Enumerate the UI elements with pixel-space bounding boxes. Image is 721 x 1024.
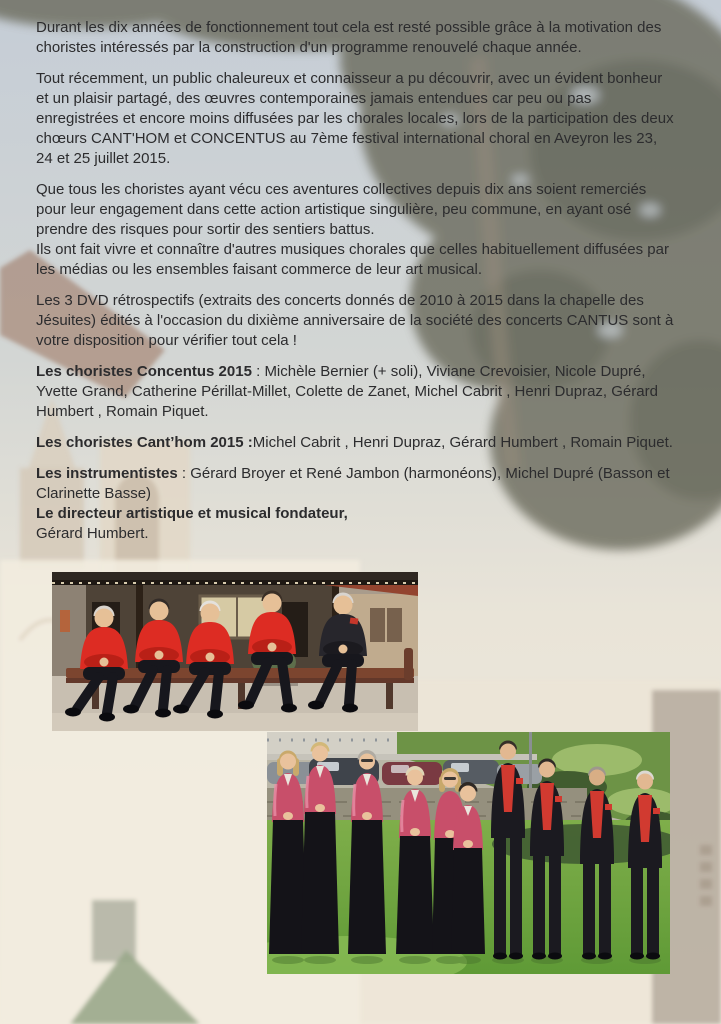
- paragraph-intro: Durant les dix années de fonctionnement tout cela est resté possible grâce à la motivation des choristes intéressés par la construction d'un programme renouvelé chaque année.: [36, 19, 662, 56]
- director-label: Le directeur artistique et musical fondateur,: [36, 505, 348, 522]
- text-column: [36, 18, 676, 555]
- roster-instrumentistes-names: Gérard Broyer et René Jambon (harmonéons), Michel Dupré (Basson et Clarinette Basse): [36, 465, 670, 502]
- roster-concentus-names: Michèle Bernier (+ soli), Viviane Crevoisier, Nicole Dupré, Yvette Grand, Catherine Périllat-Millet, Colette de Zanet, Michel Cabrit , Henri Dupraz, Gérard Humbert , Romain Piquet.: [36, 363, 658, 420]
- paragraph-remerciements-line1: Que tous les choristes ayant vécu ces aventures collectives depuis dix ans soient remerciés pour leur engagement dans cette action artistique singulière, peu commune, en ayant osé prendre des risques pour sortir des sentiers battus.: [36, 181, 647, 238]
- roster-instrumentistes-separator: :: [177, 465, 191, 482]
- roster-concentus: [36, 362, 676, 422]
- roster-concentus-label: Les choristes Concentus 2015: [36, 363, 252, 380]
- paragraph-dvd: Les 3 DVD rétrospectifs (extraits des concerts donnés de 2010 à 2015 dans la chapelle des Jésuites) édités à l'occasion du dixième anniversaire de la société des concerts CANTUS sont à votre disposition pour vérifier tout cela !: [36, 292, 674, 349]
- roster-instrumentistes: [36, 464, 676, 544]
- roster-concentus-separator: :: [251, 363, 265, 380]
- paragraph-remerciements-line2: Ils ont fait vivre et connaître d'autres musiques chorales que celles habituellement diffusées par les médias ou les ensembles faisant commerce de leur art musical.: [36, 241, 669, 278]
- roster-instrumentistes-label: Les instrumentistes: [36, 465, 178, 482]
- roster-canthom: [36, 433, 676, 453]
- paragraph-remerciements: [36, 180, 676, 280]
- photo-concentus-group-outdoor: [267, 732, 670, 974]
- roster-canthom-names: Michel Cabrit , Henri Dupraz, Gérard Humbert , Romain Piquet.: [252, 434, 673, 451]
- paragraph-festival: Tout récemment, un public chaleureux et connaisseur a pu découvrir, avec un évident bonheur et un plaisir partagé, des œuvres contemporaines jamais entendues car peu ou pas enregistrées et encore moins diffusées par les chorales locales, lors de la participation des deux chœurs CANT'HOM et CONCENTUS au 7ème festival international choral en Aveyron les 23, 24 et 25 juillet 2015.: [36, 70, 674, 167]
- roster-canthom-label: Les choristes Cant’hom 2015 :: [36, 434, 253, 451]
- director-name: Gérard Humbert.: [36, 525, 149, 542]
- photo-canthom-men-bench: [52, 572, 418, 731]
